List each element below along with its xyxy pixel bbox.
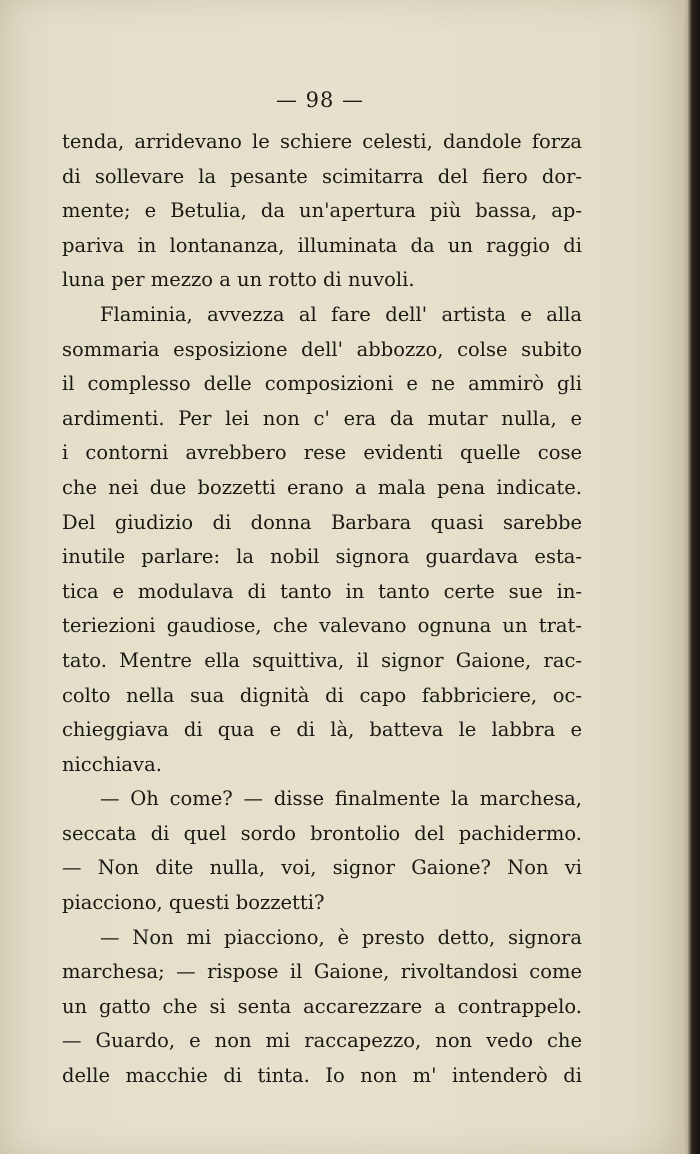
text-line: mente; e Betulia, da un'apertura più bassa, ap-: [62, 199, 582, 223]
text-line: — Non dite nulla, voi, signor Gaione? Non vi: [62, 856, 582, 880]
text-line: teriezioni gaudiose, che valevano ognuna un trat-: [62, 614, 582, 638]
text-line: pariva in lontananza, illuminata da un raggio di: [62, 233, 582, 257]
text-line: tica e modulava di tanto in tanto certe sue in-: [62, 579, 582, 603]
text-line: luna per mezzo a un rotto di nuvoli.: [62, 268, 415, 292]
text-line: sommaria esposizione dell' abbozzo, colse subito: [62, 337, 582, 361]
text-line: di sollevare la pesante scimitarra del fiero dor-: [62, 164, 582, 188]
text-line: — Non mi piacciono, è presto detto, signora: [100, 925, 582, 949]
text-line: nicchiava.: [62, 752, 162, 776]
text-line: colto nella sua dignità di capo fabbriciere, oc-: [62, 683, 582, 707]
text-line: che nei due bozzetti erano a mala pena indicate.: [62, 475, 582, 499]
text-line: marchesa; — rispose il Gaione, rivoltandosi come: [62, 960, 582, 984]
text-line: delle macchie di tinta. Io non m' intenderò di: [62, 1064, 582, 1088]
text-line: Flaminia, avvezza al fare dell' artista e alla: [100, 302, 582, 326]
text-line: Del giudizio di donna Barbara quasi sarebbe: [62, 510, 582, 534]
text-line: il complesso delle composizioni e ne ammirò gli: [62, 372, 582, 396]
book-spine-edge: [682, 0, 700, 1154]
text-line: seccata di quel sordo brontolio del pachidermo.: [62, 821, 582, 845]
text-line: i contorni avrebbero rese evidenti quelle cose: [62, 441, 582, 465]
text-line: chieggiava di qua e di là, batteva le labbra e: [62, 718, 582, 742]
text-line: — Guardo, e non mi raccapezzo, non vedo che: [62, 1029, 582, 1053]
text-line: piacciono, questi bozzetti?: [62, 891, 325, 915]
body-text: [62, 125, 582, 1094]
text-line: tato. Mentre ella squittiva, il signor Gaione, rac-: [62, 648, 582, 672]
text-line: — Oh come? — disse finalmente la marchesa,: [100, 787, 582, 811]
text-line: ardimenti. Per lei non c' era da mutar nulla, e: [62, 406, 582, 430]
text-line: tenda, arridevano le schiere celesti, dandole forza: [62, 130, 582, 153]
text-line: inutile parlare: la nobil signora guardava esta-: [62, 545, 582, 569]
page-number: — 98 —: [275, 88, 365, 112]
text-line: un gatto che si senta accarezzare a contrappelo.: [62, 994, 582, 1018]
